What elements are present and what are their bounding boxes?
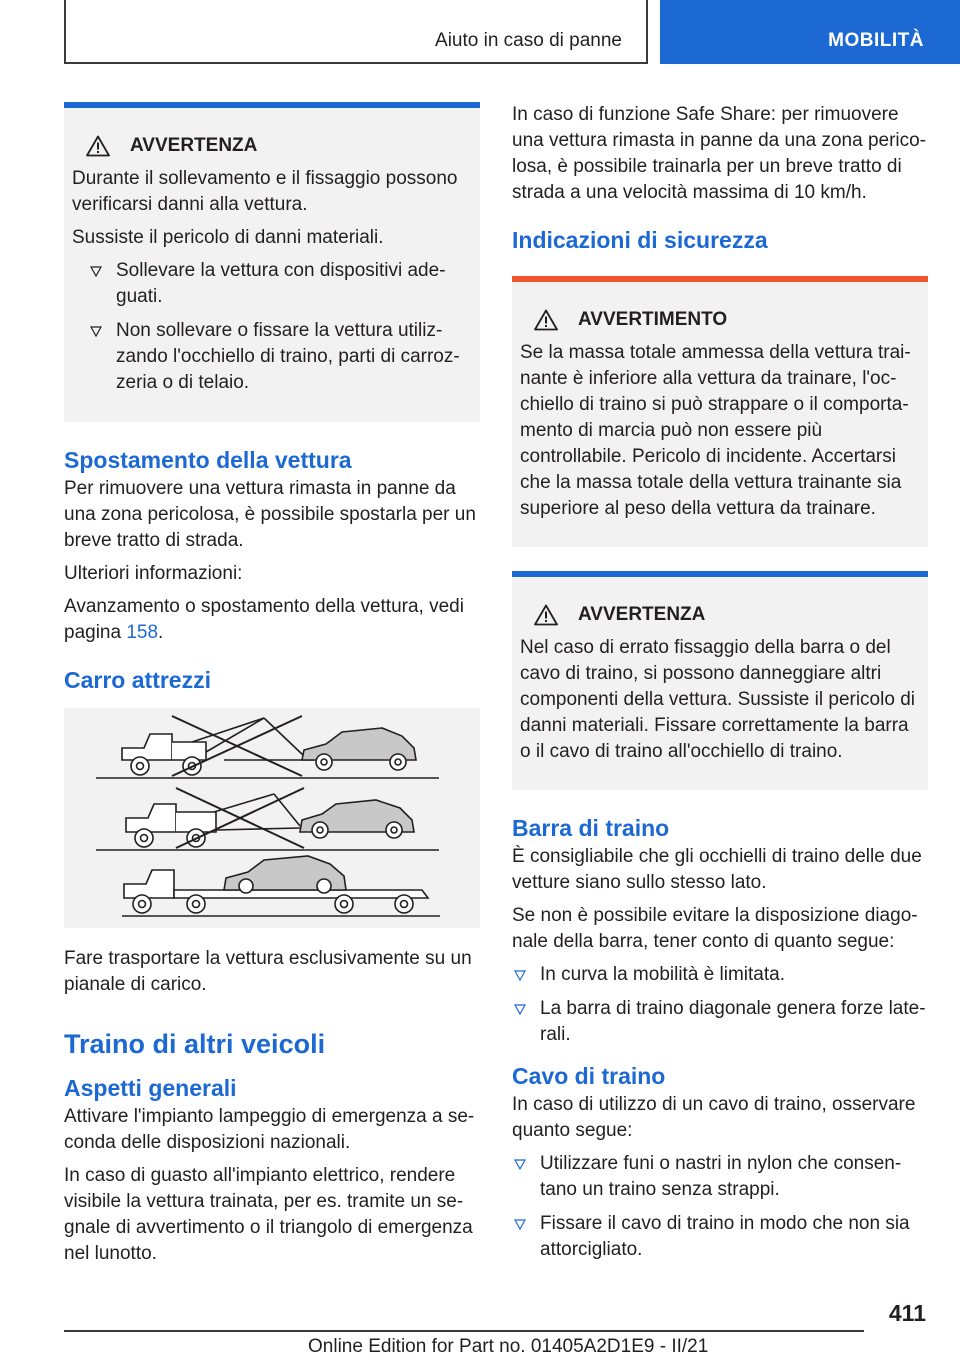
edition-text: Online Edition for Part no. 01405A2D1E9 - II/21 <box>308 1336 709 1357</box>
footer-divider <box>64 1330 864 1332</box>
tow-truck-illustration <box>64 708 480 928</box>
paragraph: Attivare l'impianto lampeggio di emergenza a seconda delle disposizioni nazionali. <box>64 1106 475 1153</box>
paragraph: Fare trasportare la vettura esclusivamente su un pianale di carico. <box>64 948 472 995</box>
bullet-triangle-icon <box>512 996 540 1048</box>
bullet-triangle-icon <box>82 258 116 310</box>
warning-box-lifting <box>64 102 480 422</box>
warning-box-tow-mass <box>512 276 928 547</box>
bullet-triangle-icon <box>512 962 540 988</box>
warning-text: Durante il sollevamento e il fissaggio possono verificarsi danni alla vettura. <box>72 168 458 215</box>
chapter-title: MOBILITÀ <box>828 30 924 51</box>
heading-tow-bar: Barra di traino <box>512 815 670 841</box>
heading-safety: Indicazioni di sicurezza <box>512 227 768 253</box>
bullet-triangle-icon <box>512 1151 540 1203</box>
warning-box-title: AVVERTENZA <box>520 603 920 627</box>
right-column <box>512 102 928 1271</box>
page-number: 411 <box>888 1300 926 1326</box>
warning-triangle-icon <box>86 135 110 157</box>
paragraph: In caso di guasto all'impianto elettrico, rendere visibile la vettura trainata, per es. tramite un segnale di avvertimento o il triangolo di emergenza nel lunotto. <box>64 1165 473 1264</box>
list-item: Fissare il cavo di traino in modo che non sia attorcigliato. <box>512 1211 928 1263</box>
tow-methods-diagram <box>64 708 480 928</box>
paragraph: Ulteriori informazioni: <box>64 563 243 584</box>
warning-list <box>72 258 472 396</box>
warning-text: Se la massa totale ammessa della vettura trainante è inferiore alla vettura da trainare, l'occhiello di traino si può strappare o il comportamento di marcia può non essere più controllabile. Pericolo di incidente. Accertarsi che la massa totale della vettura trainante sia superiore al peso della vettura da trainare. <box>520 342 911 519</box>
heading-towing-vehicles: Traino di altri veicoli <box>64 1029 326 1059</box>
paragraph: È consigliabile che gli occhielli di traino delle due vetture siano sullo stesso lato. <box>512 846 922 893</box>
warning-box-fastening <box>512 571 928 790</box>
header-section-box <box>64 0 648 64</box>
section-title: Aiuto in caso di panne <box>435 30 622 51</box>
paragraph: In caso di utilizzo di un cavo di traino, osservare quanto segue: <box>512 1094 916 1141</box>
paragraph: In caso di funzione Safe Share: per rimuovere una vettura rimasta in panne da una zona pericolosa, è possibile trainarla per un breve tratto di strada a una velocità massima di 10 km/h. <box>512 104 927 203</box>
warning-box-title: AVVERTENZA <box>72 134 472 158</box>
list-item: Non sollevare o fissare la vettura utilizzando l'occhiello di traino, parti di carrozzeria o di telaio. <box>72 318 472 396</box>
warning-triangle-icon <box>534 309 558 331</box>
heading-tow-rope: Cavo di traino <box>512 1063 666 1089</box>
heading-moving-vehicle: Spostamento della vettura <box>64 447 352 473</box>
header-chapter-tab <box>660 0 960 64</box>
left-column <box>64 102 480 1274</box>
paragraph: Per rimuovere una vettura rimasta in panne da una zona pericolosa, è possibile spostarla per un breve tratto di strada. <box>64 478 476 551</box>
tow-bar-list <box>512 962 928 1048</box>
bullet-triangle-icon <box>512 1211 540 1263</box>
list-item: In curva la mobilità è limitata. <box>512 962 928 988</box>
list-item: Sollevare la vettura con dispositivi adeguati. <box>72 258 472 310</box>
heading-tow-truck: Carro attrezzi <box>64 667 211 693</box>
list-item: La barra di traino diagonale genera forze laterali. <box>512 996 928 1048</box>
bullet-triangle-icon <box>82 318 116 396</box>
page-link[interactable]: 158 <box>126 622 159 643</box>
heading-general-aspects: Aspetti generali <box>64 1075 237 1101</box>
paragraph: Avanzamento o spostamento della vettura, vedi pagina 158. <box>64 596 464 643</box>
warning-box-title: AVVERTIMENTO <box>520 308 920 332</box>
tow-rope-list <box>512 1151 928 1263</box>
paragraph: Se non è possibile evitare la disposizione diagonale della barra, tener conto di quanto segue: <box>512 905 918 952</box>
warning-text: Nel caso di errato fissaggio della barra o del cavo di traino, si possono danneggiare altri componenti della vettura. Sussiste il pericolo di danni materiali. Fissare correttamente la barra o il cavo di traino all'occhiello di traino. <box>520 637 915 762</box>
warning-triangle-icon <box>534 604 558 626</box>
list-item: Utilizzare funi o nastri in nylon che consentano un traino senza strappi. <box>512 1151 928 1203</box>
warning-text: Sussiste il pericolo di danni materiali. <box>72 227 384 248</box>
